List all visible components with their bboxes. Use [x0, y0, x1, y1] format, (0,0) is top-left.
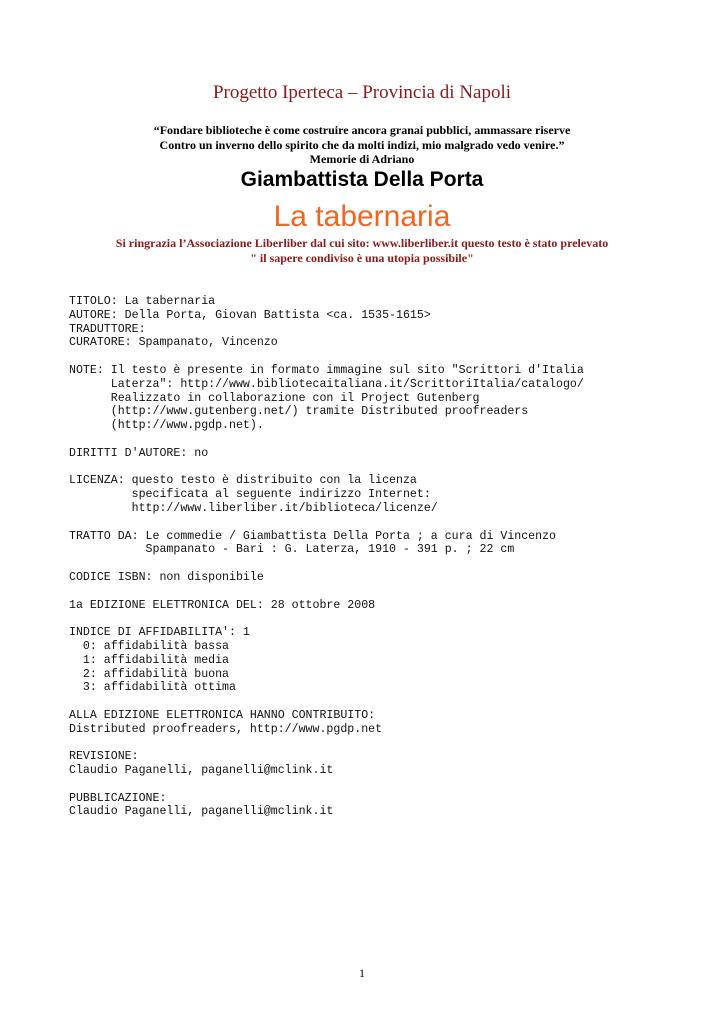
metadata-block	[69, 750, 709, 778]
metadata-block	[69, 571, 709, 585]
blank-line	[69, 557, 709, 571]
metadata-line: Claudio Paganelli, paganelli@mclink.it	[69, 764, 334, 778]
metadata-line: 1a EDIZIONE ELETTRONICA DEL: 28 ottobre 2008	[69, 598, 376, 612]
author-name: Giambattista Della Porta	[240, 168, 484, 191]
acknowledgement-line: Si ringrazia l’Associazione Liberliber dal cui sito: www.liberliber.it questo testo è stato prelevato	[115, 236, 609, 250]
quote-line: Contro un inverno dello spirito che da molti indizi, mio malgrado vedo venire.”	[159, 137, 565, 152]
metadata-line: Distributed proofreaders, http://www.pgdp.net	[69, 722, 383, 736]
metadata-line: NOTE: Il testo è presente in formato immagine sul sito "Scrittori d'Italia	[69, 363, 584, 377]
metadata-line: Laterza": http://www.bibliotecaitaliana.it/ScrittoriItalia/catalogo/	[69, 377, 584, 391]
metadata-line: http://www.liberliber.it/biblioteca/licenze/	[69, 501, 438, 515]
metadata-line: DIRITTI D'AUTORE: no	[69, 446, 209, 460]
metadata-line: Realizzato in collaborazione con il Project Gutenberg	[69, 391, 480, 405]
metadata-block	[69, 626, 709, 695]
metadata-line: 3: affidabilità ottima	[69, 681, 236, 695]
metadata-block	[69, 295, 709, 350]
metadata-line: 1: affidabilità media	[69, 653, 230, 667]
project-title: Progetto Iperteca – Provincia di Napoli	[212, 82, 512, 103]
work-title: La tabernaria	[273, 200, 451, 233]
metadata-block	[69, 474, 709, 515]
metadata-line: (http://www.pgdp.net).	[69, 419, 264, 433]
blank-line	[69, 737, 709, 751]
metadata-block	[69, 709, 709, 737]
metadata-block	[69, 792, 709, 820]
blank-line	[69, 461, 709, 475]
acknowledgement	[0, 236, 724, 266]
metadata-line: AUTORE: Della Porta, Giovan Battista <ca. 1535-1615>	[69, 308, 431, 322]
quote-source: Memorie di Adriano	[309, 152, 415, 166]
blank-line	[69, 433, 709, 447]
blank-line	[69, 695, 709, 709]
metadata-block	[69, 599, 709, 613]
metadata-line: Claudio Paganelli, paganelli@mclink.it	[69, 805, 334, 819]
acknowledgement-line: " il sapere condiviso è una utopia possibile"	[250, 251, 474, 265]
metadata-line: INDICE DI AFFIDABILITA': 1	[69, 626, 250, 640]
metadata-block	[69, 447, 709, 461]
metadata-block	[69, 530, 709, 558]
metadata-text	[69, 295, 709, 819]
metadata-line: REVISIONE:	[69, 750, 139, 764]
blank-line	[69, 585, 709, 599]
metadata-line: PUBBLICAZIONE:	[69, 791, 167, 805]
metadata-line: Spampanato - Bari : G. Laterza, 1910 - 391 p. ; 22 cm	[69, 543, 515, 557]
epigraph-quote	[0, 123, 724, 167]
metadata-line: ALLA EDIZIONE ELETTRONICA HANNO CONTRIBUITO:	[69, 708, 376, 722]
metadata-line: specificata al seguente indirizzo Internet:	[69, 488, 431, 502]
metadata-block	[69, 364, 709, 433]
metadata-line: 0: affidabilità bassa	[69, 639, 230, 653]
blank-line	[69, 778, 709, 792]
metadata-line: CURATORE: Spampanato, Vincenzo	[69, 336, 278, 350]
metadata-line: TITOLO: La tabernaria	[69, 295, 216, 308]
quote-line: “Fondare biblioteche è come costruire ancora granai pubblici, ammassare riserve	[153, 123, 571, 137]
metadata-line: TRATTO DA: Le commedie / Giambattista Della Porta ; a cura di Vincenzo	[69, 529, 557, 543]
page-number: 1	[359, 966, 365, 980]
metadata-line: TRADUTTORE:	[69, 322, 146, 336]
blank-line	[69, 516, 709, 530]
metadata-line: (http://www.gutenberg.net/) tramite Distributed proofreaders	[69, 405, 529, 419]
metadata-line: LICENZA: questo testo è distribuito con la licenza	[69, 474, 417, 488]
blank-line	[69, 612, 709, 626]
blank-line	[69, 350, 709, 364]
metadata-line: CODICE ISBN: non disponibile	[69, 570, 264, 584]
metadata-line: 2: affidabilità buona	[69, 667, 230, 681]
